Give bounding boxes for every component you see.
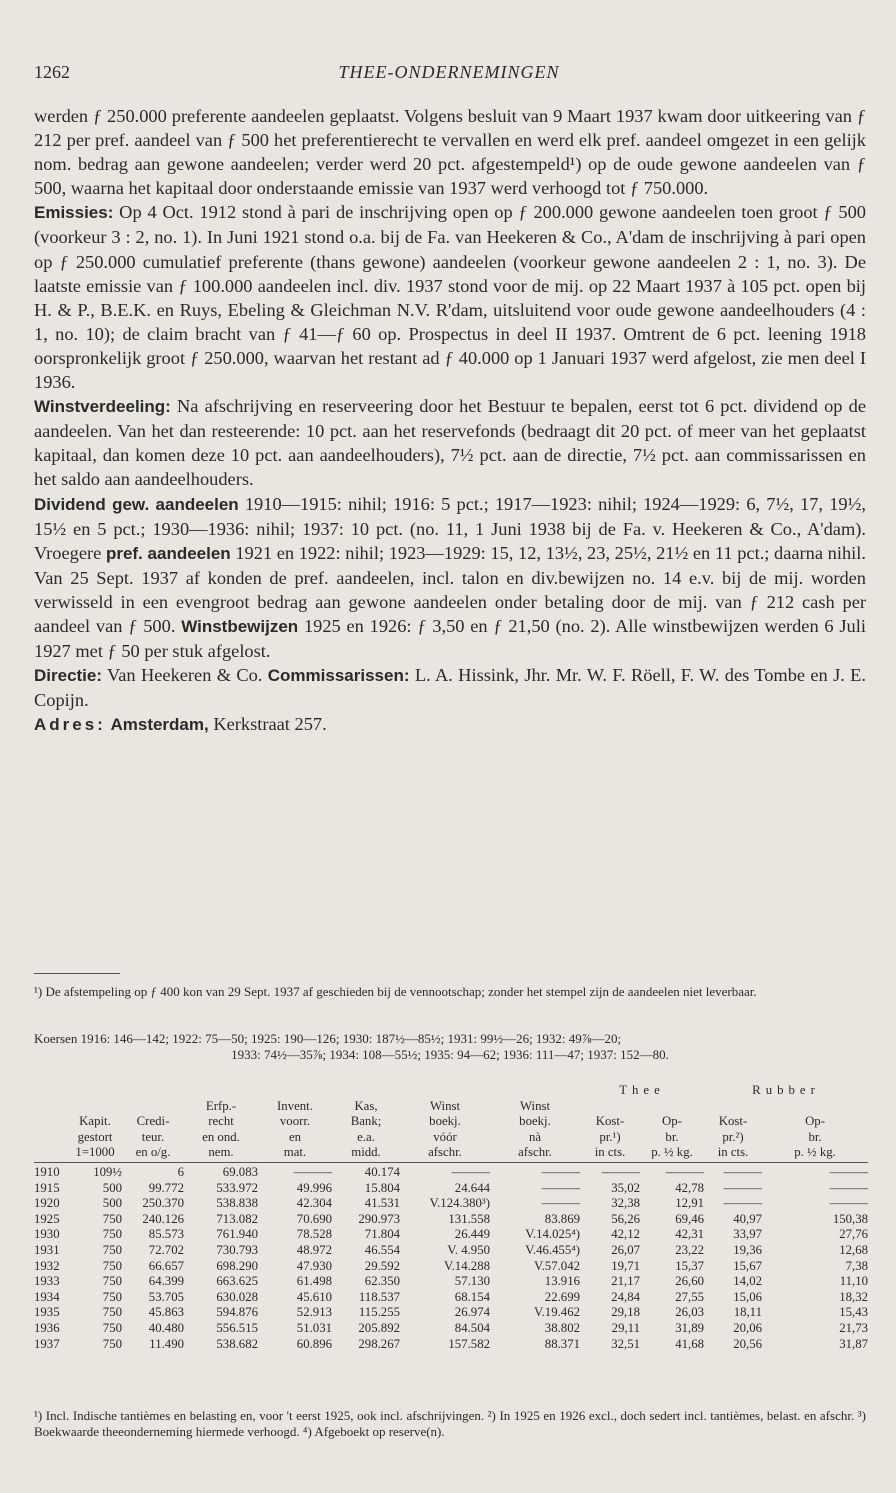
table-row	[34, 1259, 868, 1275]
directie-label: Directie:	[34, 666, 103, 686]
table-cell: 115.255	[358, 1305, 400, 1320]
table-cell: V.46.455⁴)	[525, 1242, 580, 1257]
year-cell: 1931	[34, 1242, 60, 1257]
header-cell: Op-	[805, 1114, 825, 1129]
directie-paragraph	[34, 663, 866, 712]
table-header-row	[34, 1145, 868, 1162]
table-cell: 12,91	[675, 1196, 705, 1211]
table-header-row	[34, 1099, 868, 1115]
year-cell: 1925	[34, 1211, 60, 1226]
winstbewijzen-text: 1925 en 1926: ƒ 3,50 en ƒ 21,50 (no. 2). Alle winstbewijzen werden 6 Juli 1927 met ƒ 50 per stuk afgelost.	[34, 615, 866, 662]
table-cell: 26,07	[611, 1242, 640, 1257]
commissarissen-label: Commissarissen:	[267, 666, 410, 686]
table-cell: 53.705	[148, 1289, 184, 1304]
table-cell: 556.515	[216, 1320, 258, 1335]
financial-table	[34, 1083, 868, 1352]
table-cell: 41.531	[364, 1196, 400, 1211]
year-cell: 1930	[34, 1227, 60, 1242]
header-cell: in cts.	[580, 1145, 640, 1162]
table-cell: 64.399	[148, 1274, 184, 1289]
table-row	[34, 1290, 868, 1306]
table-cell: 29.592	[364, 1258, 400, 1273]
table-cell: V. 4.950	[447, 1242, 490, 1257]
table-cell: 71.804	[364, 1227, 400, 1242]
table-cell: ———	[293, 1164, 332, 1179]
emissies-paragraph	[34, 200, 866, 394]
table-cell: 131.558	[448, 1211, 490, 1226]
table-cell: 69.083	[222, 1164, 258, 1179]
header-cell: en ond.	[202, 1129, 240, 1144]
table-cell: ———	[723, 1164, 763, 1179]
table-row	[34, 1196, 868, 1212]
header-cell	[34, 1130, 68, 1146]
table-cell: 698.290	[216, 1258, 258, 1273]
footnote-rule	[34, 973, 120, 974]
table-cell: 88.371	[544, 1336, 580, 1351]
header-cell: Kost-	[718, 1114, 748, 1129]
table-cell: 29,11	[611, 1320, 640, 1335]
header-cell	[122, 1099, 184, 1115]
table-cell: 51.031	[296, 1320, 332, 1335]
table-cell: 85.573	[148, 1227, 184, 1242]
table-cell: 538.838	[216, 1196, 258, 1211]
table-cell: 750	[102, 1289, 122, 1304]
table-cell: V.14.025⁴)	[525, 1227, 580, 1242]
winstverdeeling-text: Na afschrijving en reserveering door het Bestuur te bepalen, eerst tot 6 pct. dividend op de aandeelen. Van het dan resteerende: 10 pct. aan het reservefonds (bedraagt dit 20 pct. of meer van het geplaatst kapitaal, dan komen deze 10 pct. aan aandeelhouders), 7½ pct. aan de directie, 7½ pct. aan commissarissen en het saldo aan aandeelhouders.	[34, 396, 866, 490]
dividend-paragraph	[34, 492, 866, 664]
table-cell: 750	[102, 1274, 122, 1289]
table-cell: 20,56	[733, 1336, 763, 1351]
year-cell: 1937	[34, 1336, 60, 1351]
header-cell: Winst	[429, 1098, 461, 1113]
adres-label: Adres:	[34, 715, 106, 735]
directie-text: Van Heekeren & Co.	[102, 665, 268, 686]
header-cell: afschr.	[400, 1145, 490, 1162]
table-cell: 109½	[93, 1164, 122, 1179]
table-cell: 46.554	[364, 1242, 400, 1257]
winstverdeeling-label: Winstverdeeling:	[34, 397, 171, 417]
table-cell: ———	[451, 1164, 490, 1179]
table-cell: 13.916	[544, 1274, 580, 1289]
header-cell: teur.	[141, 1129, 165, 1144]
table-cell: 52.913	[296, 1305, 332, 1320]
table-cell: 41,68	[675, 1336, 705, 1351]
header-cell	[580, 1099, 640, 1115]
table-cell: 29,18	[611, 1305, 640, 1320]
table-row	[34, 1274, 868, 1290]
table-cell: 761.940	[216, 1227, 258, 1242]
footnote: ¹) De afstempeling op ƒ 400 kon van 29 Sept. 1937 af geschieden bij de vennootschap; zonder het stempel zijn de aandeelen niet leverbaar.	[34, 984, 757, 999]
table-cell: 69,46	[675, 1211, 705, 1226]
year-cell: 1934	[34, 1289, 60, 1304]
table-cell: ———	[541, 1180, 580, 1195]
table-cell: 68.154	[454, 1289, 490, 1304]
table-header-row	[34, 1114, 868, 1130]
table-notes: ¹) Incl. Indische tantièmes en belasting en, voor 't eerst 1925, ook incl. afschrijvingen. ²) In 1925 en 1926 excl., doch sedert incl. tantièmes, belast. en afschr. ³) Boekwaarde theeonderneming hiermede verhoogd. ⁴) Afgeboekt op reserve(n).	[34, 1408, 866, 1439]
table-row	[34, 1321, 868, 1337]
winstverdeeling-paragraph	[34, 394, 866, 491]
table-cell: 38.802	[544, 1320, 580, 1335]
year-cell: 1935	[34, 1305, 60, 1320]
table-cell: 663.625	[216, 1274, 258, 1289]
table-cell: V.124.380³)	[429, 1196, 490, 1211]
table-cell: 750	[102, 1336, 122, 1351]
table-cell: 26,03	[675, 1305, 705, 1320]
header-cell: nà	[528, 1129, 542, 1144]
pref-label: pref. aandeelen	[105, 543, 231, 563]
table-cell: 40,97	[733, 1211, 763, 1226]
table-cell: 66.657	[148, 1258, 184, 1273]
table-cell: 533.972	[216, 1180, 258, 1195]
table-cell: 500	[102, 1180, 122, 1195]
table-cell: 42,12	[611, 1227, 640, 1242]
table-cell: ———	[829, 1164, 869, 1179]
table-cell: 594.876	[216, 1305, 258, 1320]
table-cell: 47.930	[296, 1258, 332, 1273]
table-cell: 205.892	[358, 1320, 400, 1335]
table-cell: 118.537	[358, 1289, 400, 1304]
table-cell: 21,17	[611, 1274, 640, 1289]
table-cell: 24.644	[454, 1180, 490, 1195]
table-cell: 78.528	[296, 1227, 332, 1242]
table-cell: V.19.462	[534, 1305, 580, 1320]
header-cell	[34, 1099, 68, 1115]
table-cell: 157.582	[448, 1336, 490, 1351]
koersen-line-1: Koersen 1916: 146—142; 1922: 75—50; 1925: 190—126; 1930: 187½—85½; 1931: 99½—26; 1932: 49⅞—20;	[34, 1031, 622, 1046]
header-cell: br.	[808, 1129, 822, 1144]
table-cell: 32,51	[611, 1336, 640, 1351]
table-cell: 713.082	[216, 1211, 258, 1226]
year-cell: 1933	[34, 1274, 60, 1289]
header-cell	[704, 1099, 762, 1115]
table-cell: ———	[665, 1164, 705, 1179]
table-cell: 42.304	[296, 1196, 332, 1211]
table-row	[34, 1305, 868, 1321]
header-cell: mat.	[258, 1145, 332, 1162]
header-cell: pr.²)	[722, 1129, 744, 1144]
table-cell: ———	[829, 1180, 869, 1195]
table-cell: 60.896	[296, 1336, 332, 1351]
year-cell: 1920	[34, 1196, 60, 1211]
body-text	[34, 104, 866, 737]
header-cell: recht	[208, 1114, 234, 1129]
header-cell: Kas,	[354, 1098, 378, 1113]
table-cell: 31,87	[839, 1336, 869, 1351]
header-cell: p. ½ kg.	[762, 1145, 868, 1162]
emissies-text: Op 4 Oct. 1912 stond à pari de inschrijving open op ƒ 200.000 gewone aandeelen toen groot ƒ 500 (voorkeur 3 : 2, no. 1). In Juni 1921 stond o.a. bij de Fa. van Heekeren & Co., A'dam de inschrijving à pari open op ƒ 250.000 cumulatief preferente (thans gewone) aandeelen (voorkeur gewone aandeelen 2 : 1, no. 3). De laatste emissie van ƒ 100.000 aandeelen incl. div. 1937 stond voor de mij. op 22 Maart 1937 à 105 pct. open bij H. & P., B.E.K. en Ruys, Ebeling & Gleichman N.V. R'dam, uitsluitend voor oude gewone aandeelhouders (4 : 1, no. 10); de claim bracht van ƒ 41—ƒ 60 op. Prospectus in deel II 1937. Omtrent de 6 pct. leening 1918 oorspronkelijk groot ƒ 250.000, waarvan het restant ad ƒ 40.000 op 1 Januari 1937 werd afgelost, zie men deel I 1936.	[34, 202, 866, 393]
running-title: THEE-ONDERNEMINGEN	[338, 62, 560, 82]
table-cell: 24,84	[611, 1289, 640, 1304]
table-cell: ———	[601, 1164, 640, 1179]
table-cell: 26,60	[675, 1274, 705, 1289]
table-row	[34, 1227, 868, 1243]
table-header-row	[34, 1130, 868, 1146]
pref-text: 1921 en 1922: nihil; 1923—1929: 15, 12, 13½, 23, 25½, 21½ en 11 pct.; daarna nihil. Van 25 Sept. 1937 af konden de pref. aandeelen, incl. talon en div.bewijzen no. 14 e.v. bij de mij. worden verwisseld in een evengroot bedrag aan gewone aandeelen onder betaling door de mij. van ƒ 212 cash per aandeel van ƒ 500.	[34, 542, 866, 636]
header-cell	[68, 1099, 122, 1115]
table-cell: 40.174	[364, 1164, 400, 1179]
table-cell: 48.972	[296, 1242, 332, 1257]
table-cell: 730.793	[216, 1242, 258, 1257]
table-cell: 19,36	[733, 1242, 763, 1257]
page-header	[34, 62, 864, 88]
table-cell: ———	[723, 1180, 763, 1195]
table-row	[34, 1337, 868, 1353]
table-cell: 27,76	[839, 1227, 869, 1242]
table-row	[34, 1243, 868, 1259]
group-rubber: Rubber	[752, 1083, 820, 1097]
header-cell	[640, 1099, 704, 1115]
year-cell: 1936	[34, 1320, 60, 1335]
table-cell: 15,67	[733, 1258, 763, 1273]
table-cell: 750	[102, 1320, 122, 1335]
header-cell: in cts.	[704, 1145, 762, 1162]
adres-city: Amsterdam,	[110, 715, 209, 735]
commissarissen-text: L. A. Hissink, Jhr. Mr. W. F. Röell, F. W. des Tombe en J. E. Copijn.	[34, 665, 866, 711]
table-cell: 40.480	[148, 1320, 184, 1335]
table-cell: 45.610	[296, 1289, 332, 1304]
table-cell: 630.028	[216, 1289, 258, 1304]
table-cell: ———	[829, 1196, 869, 1211]
year-cell: 1915	[34, 1180, 60, 1195]
table-cell: 6	[177, 1164, 184, 1179]
year-cell: 1932	[34, 1258, 60, 1273]
header-cell: Kost-	[595, 1114, 625, 1129]
header-cell: en	[288, 1129, 302, 1144]
table-cell: 33,97	[733, 1227, 763, 1242]
table-row	[34, 1162, 868, 1180]
table-cell: 15,06	[733, 1289, 763, 1304]
table-cell: 72.702	[148, 1242, 184, 1257]
table-cell: 250.370	[142, 1196, 184, 1211]
emissies-label: Emissies:	[34, 203, 114, 223]
table-cell: ———	[723, 1196, 763, 1211]
table-row	[34, 1212, 868, 1228]
table-cell: 27,55	[675, 1289, 705, 1304]
table-group-header	[34, 1083, 868, 1099]
table-cell: 750	[102, 1211, 122, 1226]
table-cell: 84.504	[454, 1320, 490, 1335]
header-cell: Op-	[662, 1114, 682, 1129]
header-cell	[34, 1114, 68, 1130]
table-cell: 500	[102, 1196, 122, 1211]
table-cell: 31,89	[675, 1320, 705, 1335]
table-cell: 42,78	[675, 1180, 705, 1195]
group-thee: Thee	[619, 1083, 665, 1097]
table-cell: 56,26	[611, 1211, 640, 1226]
table-cell: 83.869	[544, 1211, 580, 1226]
table-cell: 11.490	[149, 1336, 184, 1351]
table-cell: 26.449	[454, 1227, 490, 1242]
header-cell: Bank;	[350, 1114, 382, 1129]
table-cell: 240.126	[142, 1211, 184, 1226]
table-cell: 19,71	[611, 1258, 640, 1273]
table-cell: V.57.042	[534, 1258, 580, 1273]
table-cell: 26.974	[454, 1305, 490, 1320]
table-cell: ———	[541, 1164, 580, 1179]
header-cell: midd.	[332, 1145, 400, 1162]
table-row	[34, 1181, 868, 1197]
table-cell: 15,37	[675, 1258, 705, 1273]
header-cell: p. ½ kg.	[640, 1145, 704, 1162]
table-cell: 57.130	[454, 1274, 490, 1289]
table-cell: 62.350	[364, 1274, 400, 1289]
table-cell: 18,32	[839, 1289, 869, 1304]
table-cell: V.14.288	[444, 1258, 490, 1273]
header-cell: Kapit.	[79, 1114, 111, 1129]
table-cell: 42,31	[675, 1227, 705, 1242]
koersen	[34, 1031, 866, 1063]
header-cell: afschr.	[490, 1145, 580, 1162]
table-cell: 750	[102, 1227, 122, 1242]
table-cell: 18,11	[733, 1305, 763, 1320]
koersen-line-2: 1933: 74½—35⅞; 1934: 108—55½; 1935: 94—62; 1936: 111—47; 1937: 152—80.	[231, 1047, 669, 1062]
table-cell: 750	[102, 1242, 122, 1257]
table-cell: 290.973	[358, 1211, 400, 1226]
table-cell: 23,22	[675, 1242, 705, 1257]
header-cell	[762, 1099, 868, 1115]
table-cell: 538.682	[216, 1336, 258, 1351]
table-cell: 70.690	[296, 1211, 332, 1226]
table-cell: 15,43	[839, 1305, 869, 1320]
table-cell: 150,38	[832, 1211, 869, 1226]
header-cell: en o/g.	[122, 1145, 184, 1162]
table-cell: 15.804	[364, 1180, 400, 1195]
header-cell: Invent.	[277, 1098, 313, 1113]
header-cell: voorr.	[279, 1114, 311, 1129]
winstbewijzen-label: Winstbewijzen	[181, 616, 299, 636]
table-cell: 750	[102, 1305, 122, 1320]
header-cell: Erfp.-	[205, 1098, 237, 1113]
dividend-text: 1910—1915: nihil; 1916: 5 pct.; 1917—1923: nihil; 1924—1929: 6, 7½, 17, 19½, 15½ en 5 pct.; 1930—1936: nihil; 1937: 10 pct. (no. 11, 1 Juni 1938 bij de Fa. v. Heekeren & Co., A'dam). Vroegere	[34, 493, 866, 563]
table-cell: 11,10	[839, 1274, 869, 1289]
header-cell: gestort	[77, 1129, 113, 1144]
header-cell	[34, 1145, 68, 1162]
table-cell: 45.863	[148, 1305, 184, 1320]
page-number: 1262	[34, 62, 70, 82]
dividend-label: Dividend gew. aandeelen	[34, 494, 239, 514]
table-cell: 14,02	[733, 1274, 763, 1289]
table-cell: 35,02	[611, 1180, 640, 1195]
adres-paragraph	[34, 712, 866, 737]
header-cell: Winst	[519, 1098, 551, 1113]
intro-paragraph: werden ƒ 250.000 preferente aandeelen geplaatst. Volgens besluit van 9 Maart 1937 kwam door uitkeering van ƒ 212 per pref. aandeel van ƒ 500 het preferentierecht te vervallen en werd elk pref. aandeel omgezet in een gelijk nom. bedrag aan gewone aandeelen; verder werd 20 pct. afgestempeld¹) op de oude gewone aandeelen van ƒ 500, waarna het kapitaal door onderstaande emissie van 1937 werd verhoogd tot ƒ 750.000.	[34, 106, 866, 199]
header-cell: e.a.	[357, 1129, 375, 1144]
table-cell: 61.498	[296, 1274, 332, 1289]
header-cell: 1=1000	[68, 1145, 122, 1162]
table-cell: ———	[541, 1196, 580, 1211]
table-cell: 298.267	[358, 1336, 400, 1351]
adres-text: Kerkstraat 257.	[208, 714, 327, 735]
header-cell: boekj.	[429, 1114, 461, 1129]
table-cell: 12,68	[839, 1242, 869, 1257]
table-cell: 21,73	[839, 1320, 869, 1335]
table-cell: 750	[102, 1258, 122, 1273]
header-cell: boekj.	[519, 1114, 551, 1129]
table-cell: 7,38	[845, 1258, 869, 1273]
year-cell: 1910	[34, 1164, 60, 1179]
header-cell: pr.¹)	[599, 1129, 621, 1144]
table-cell: 99.772	[148, 1180, 184, 1195]
header-cell: Credi-	[136, 1114, 170, 1129]
header-cell: br.	[665, 1129, 679, 1144]
table-cell: 32,38	[611, 1196, 640, 1211]
table-cell: 49.996	[296, 1180, 332, 1195]
table-cell: 22.699	[544, 1289, 580, 1304]
table-cell: 20,06	[733, 1320, 763, 1335]
header-cell: vóór	[433, 1129, 457, 1144]
header-cell: nem.	[184, 1145, 258, 1162]
